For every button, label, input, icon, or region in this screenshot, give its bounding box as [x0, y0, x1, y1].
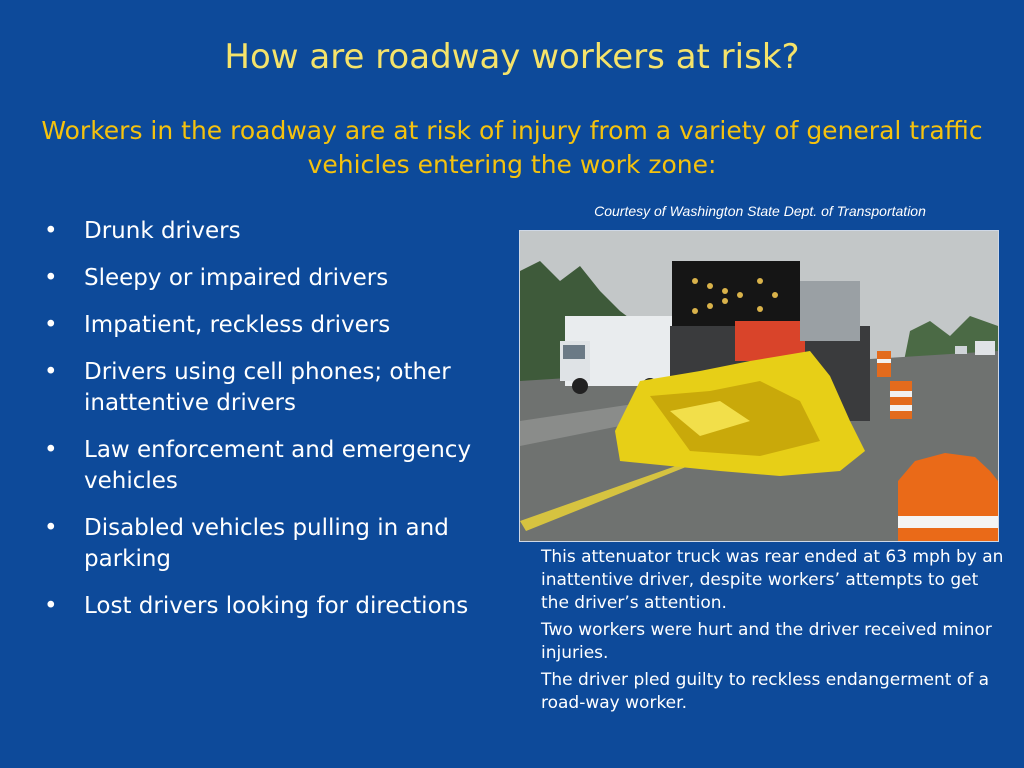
bullet-dot: • — [44, 312, 58, 338]
bullet-item — [44, 263, 494, 294]
bullet-text: Law enforcement and emergency vehicles — [84, 437, 472, 494]
bullet-item — [44, 513, 494, 575]
crashed-attenuator-truck-photo-icon — [520, 231, 998, 541]
bullet-dot: • — [44, 515, 58, 541]
bullet-text: Drunk drivers — [84, 218, 241, 244]
bullet-text: Disabled vehicles pulling in and parking — [84, 515, 449, 572]
caption-paragraph: The driver pled guilty to reckless endangerment of a road-way worker. — [541, 670, 990, 713]
bullet-dot: • — [44, 218, 58, 244]
caption-paragraph: Two workers were hurt and the driver received minor injuries. — [541, 620, 992, 663]
crash-photo — [519, 230, 999, 542]
bullet-dot: • — [44, 593, 58, 619]
bullet-item — [44, 591, 494, 622]
bullet-text: Impatient, reckless drivers — [84, 312, 391, 338]
bullet-text: Lost drivers looking for directions — [84, 593, 469, 619]
slide-title: How are roadway workers at risk? — [224, 37, 800, 77]
photo-captions — [541, 546, 1011, 719]
photo-credit: Courtesy of Washington State Dept. of Transportation — [594, 203, 926, 219]
risk-bullet-list — [44, 216, 494, 638]
bullet-text: Sleepy or impaired drivers — [84, 265, 389, 291]
bullet-item — [44, 357, 494, 419]
slide-subtitle: Workers in the roadway are at risk of injury from a variety of general traffic vehicles entering the work zone: — [41, 116, 983, 179]
caption-paragraph: This attenuator truck was rear ended at 63 mph by an inattentive driver, despite workers’ attempts to get the driver’s attention. — [541, 547, 1004, 613]
bullet-dot: • — [44, 437, 58, 463]
bullet-text: Drivers using cell phones; other inattentive drivers — [84, 359, 451, 416]
bullet-item — [44, 310, 494, 341]
bullet-dot: • — [44, 265, 58, 291]
bullet-item — [44, 435, 494, 497]
bullet-dot: • — [44, 359, 58, 385]
bullet-item — [44, 216, 494, 247]
